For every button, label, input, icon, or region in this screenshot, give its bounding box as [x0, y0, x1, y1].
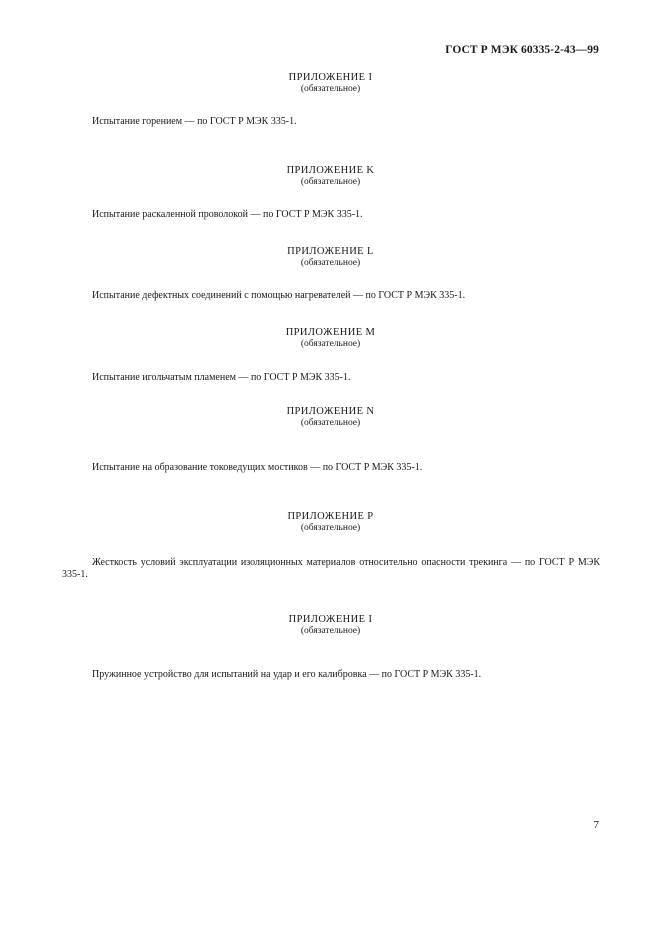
annex-status: (обязательное) — [300, 258, 361, 268]
annex-status: (обязательное) — [300, 84, 361, 94]
annex-heading — [0, 511, 661, 534]
annex-status: (обязательное) — [300, 523, 361, 533]
annex-heading — [0, 614, 661, 637]
annex-heading — [0, 165, 661, 188]
page-number: 7 — [593, 819, 599, 831]
annex-heading — [0, 327, 661, 350]
annex-heading — [0, 72, 661, 95]
annex-text: Испытание раскаленной проволокой — по ГОСТ Р МЭК 335-1. — [92, 209, 363, 220]
annex-text: Испытание на образование токоведущих мостиков — по ГОСТ Р МЭК 335-1. — [92, 462, 423, 473]
annex-title: ПРИЛОЖЕНИЕ L — [287, 246, 374, 257]
annex-status: (обязательное) — [300, 418, 361, 428]
annex-text: Жесткость условий эксплуатации изоляционных материалов относительно опасности трекинга — по ГОСТ Р МЭК 335-1. — [62, 557, 600, 580]
annex-title: ПРИЛОЖЕНИЕ K — [286, 165, 375, 176]
annex-text: Испытание дефектных соединений с помощью нагревателей — по ГОСТ Р МЭК 335-1. — [92, 290, 466, 301]
annex-status: (обязательное) — [300, 339, 361, 349]
annex-status: (обязательное) — [300, 626, 361, 636]
annex-text: Испытание игольчатым пламенем — по ГОСТ Р МЭК 335-1. — [92, 372, 351, 383]
annex-title: ПРИЛОЖЕНИЕ I — [288, 72, 373, 83]
annex-text: Испытание горением — по ГОСТ Р МЭК 335-1. — [92, 116, 297, 127]
annex-title: ПРИЛОЖЕНИЕ P — [287, 511, 374, 522]
document-header-code: ГОСТ Р МЭК 60335-2-43—99 — [445, 44, 599, 56]
annex-text: Пружинное устройство для испытаний на удар и его калибровка — по ГОСТ Р МЭК 335-1. — [92, 669, 482, 680]
annex-status: (обязательное) — [300, 177, 361, 187]
annex-title: ПРИЛОЖЕНИЕ N — [286, 406, 375, 417]
annex-title: ПРИЛОЖЕНИЕ I — [288, 614, 373, 625]
annex-heading — [0, 406, 661, 429]
annex-heading — [0, 246, 661, 269]
annex-title: ПРИЛОЖЕНИЕ M — [285, 327, 376, 338]
